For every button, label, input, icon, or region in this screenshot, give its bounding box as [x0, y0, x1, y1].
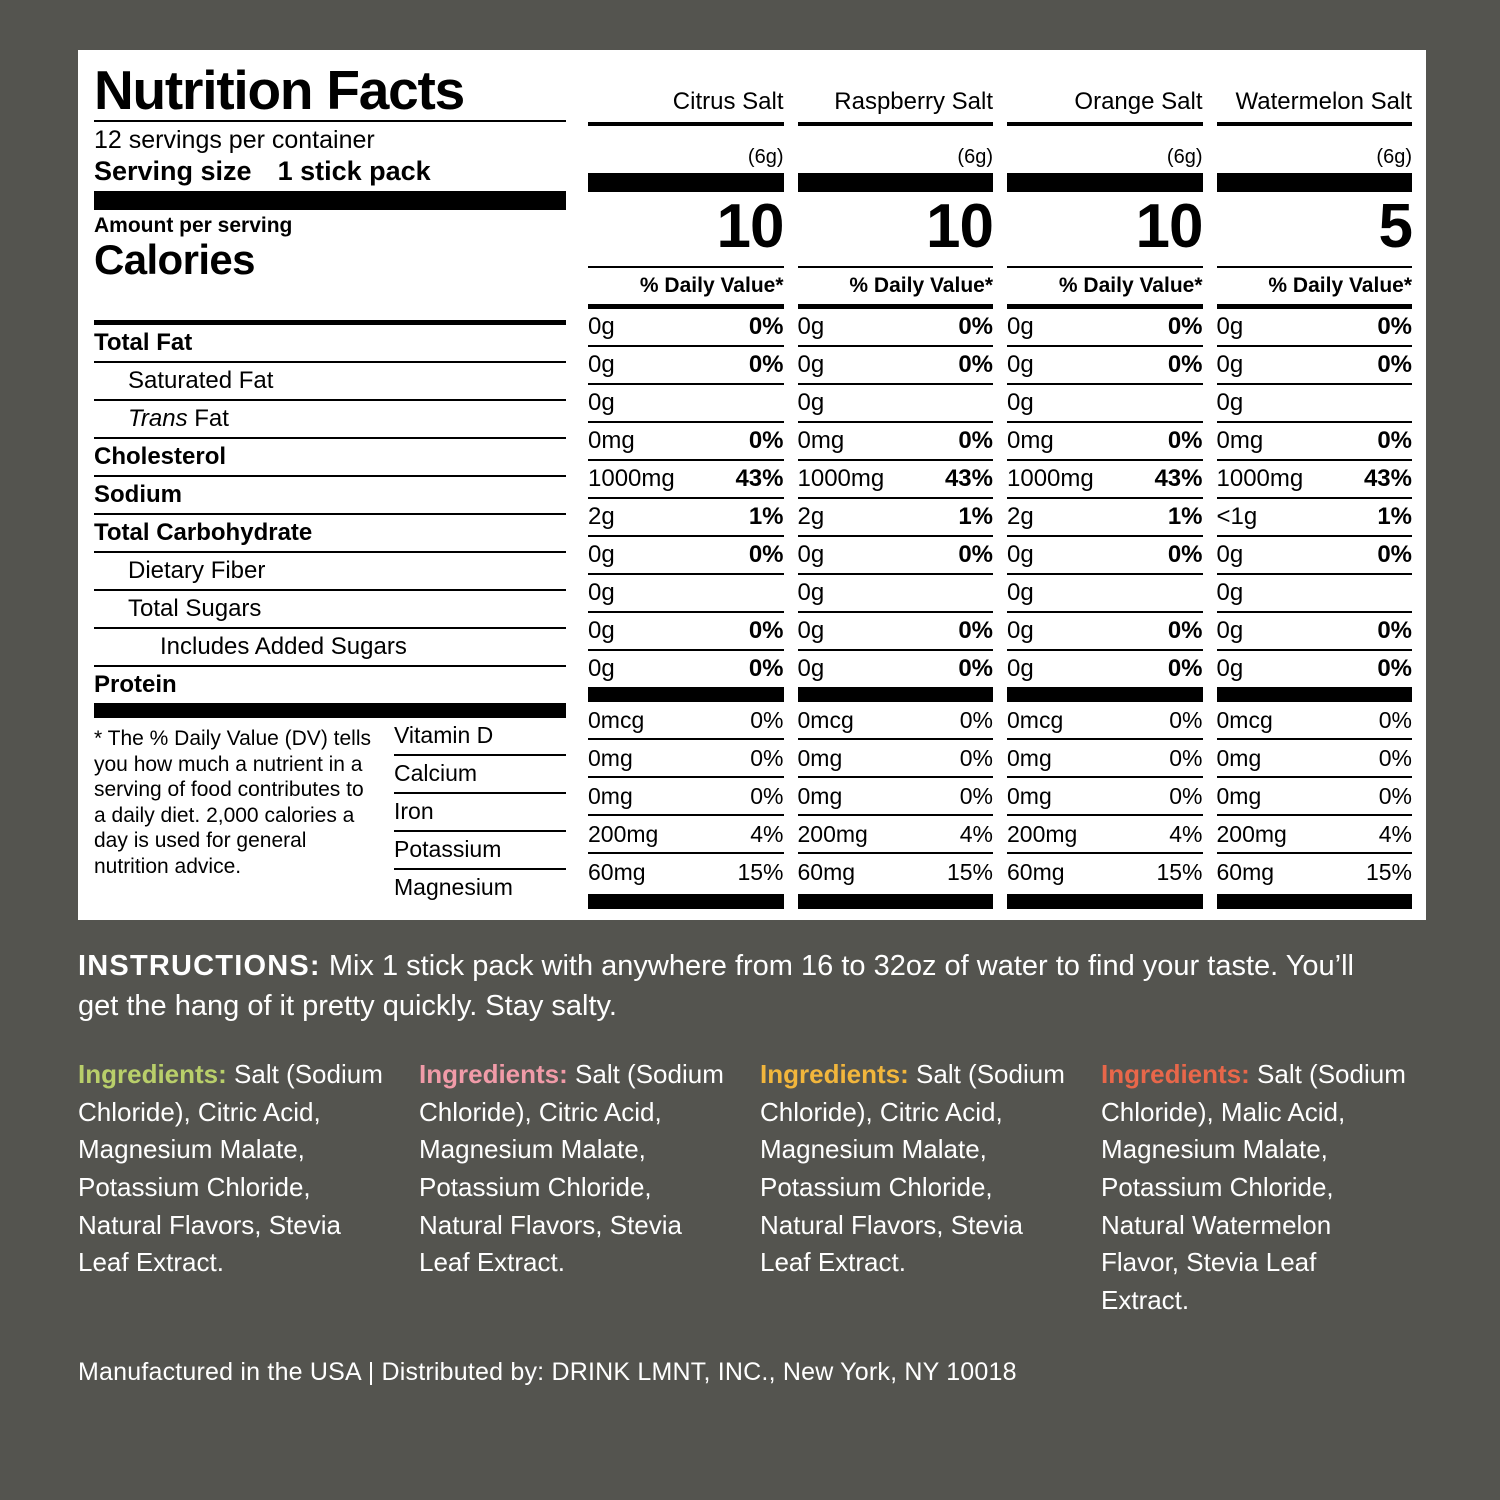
- nutrient-name-row: [94, 361, 566, 399]
- micronutrient-daily-value: 0%: [959, 706, 993, 733]
- nutrient-value-row: [588, 497, 784, 535]
- flavor-underline: [1217, 122, 1413, 126]
- micronutrient-daily-value: 0%: [959, 744, 993, 771]
- nutrient-value-row: [798, 304, 994, 345]
- micronutrient-daily-value: 15%: [737, 858, 784, 885]
- nutrient-amount: 0g: [797, 313, 825, 340]
- nutrient-name-row: [94, 399, 566, 437]
- micronutrient-name: Potassium: [394, 836, 502, 863]
- manufacturer-footer: Manufactured in the USA | Distributed by: DRINK LMNT, INC., New York, NY 10018: [78, 1357, 1017, 1386]
- nutrient-name: Includes Added Sugars: [160, 632, 407, 660]
- micronutrient-amount: 0mg: [1216, 744, 1262, 771]
- nutrition-label-column: [94, 60, 574, 910]
- nutrient-daily-value: 0%: [1377, 541, 1412, 568]
- nutrient-value-row: [1007, 573, 1203, 611]
- nutrient-amount: 0mg: [1007, 427, 1054, 454]
- nutrient-daily-value: 0%: [1167, 427, 1203, 454]
- micronutrient-name-row: [394, 718, 566, 754]
- flavor-column-orange-salt: [993, 60, 1203, 910]
- micronutrient-value-row: [1217, 814, 1413, 852]
- nutrient-name: Total Carbohydrate: [94, 518, 313, 546]
- nutrient-amount: 0mg: [1216, 427, 1264, 454]
- nutrient-daily-value: 0%: [1377, 617, 1412, 644]
- nutrient-daily-value: 0%: [958, 655, 993, 682]
- nutrient-daily-value: 0%: [958, 427, 993, 454]
- nutrient-value-row: [798, 459, 994, 497]
- thick-divider: [798, 894, 994, 909]
- nutrient-amount: 0g: [1216, 617, 1244, 644]
- nutrient-value-row: [588, 345, 784, 383]
- flavor-underline: [1007, 122, 1203, 126]
- micronutrient-name: Calcium: [394, 760, 478, 787]
- nutrient-daily-value: 0%: [748, 313, 784, 340]
- ingredients-text: Salt (Sodium Chloride), Citric Acid, Magnesium Malate, Potassium Chloride, Natural Flavors, Stevia Leaf Extract.: [78, 1059, 383, 1278]
- nutrient-value-row: [798, 649, 994, 687]
- calories-value: 10: [716, 192, 784, 261]
- nutrient-amount: <1g: [1216, 503, 1258, 530]
- daily-value-footnote: * The % Daily Value (DV) tells you how much a nutrient in a serving of food contributes to a daily diet. 2,000 calories a day is used for general nutrition advice.: [94, 726, 371, 878]
- micronutrient-daily-value: 4%: [750, 820, 784, 847]
- nutrient-daily-value: 43%: [1363, 465, 1412, 492]
- nutrient-name: Saturated Fat: [128, 366, 274, 394]
- nutrient-value-row: [1007, 383, 1203, 421]
- nutrient-daily-value: 43%: [1154, 465, 1203, 492]
- micronutrient-value-row: [1217, 702, 1413, 738]
- micronutrient-amount: 0mcg: [588, 706, 645, 733]
- micronutrient-daily-value: 0%: [1169, 744, 1203, 771]
- nutrient-daily-value: 0%: [1167, 541, 1203, 568]
- nutrient-amount: 2g: [1007, 503, 1034, 530]
- nutrient-value-row: [1217, 573, 1413, 611]
- nutrient-amount: 0g: [1007, 617, 1034, 644]
- serving-grams: (6g): [957, 146, 993, 168]
- micronutrient-amount: 0mcg: [797, 706, 854, 733]
- nutrient-value-row: [588, 421, 784, 459]
- nutrient-value-row: [588, 535, 784, 573]
- nutrient-name: Trans Fat: [128, 404, 229, 432]
- serving-grams: (6g): [1166, 146, 1203, 168]
- nutrient-amount: 1000mg: [1216, 465, 1304, 492]
- nutrient-daily-value: 0%: [958, 313, 993, 340]
- nutrient-amount: 0g: [588, 579, 615, 606]
- micronutrient-amount: 0mg: [1007, 744, 1052, 771]
- nutrient-daily-value: 1%: [748, 503, 784, 530]
- micronutrient-amount: 0mg: [1007, 782, 1052, 809]
- micronutrient-daily-value: 0%: [959, 782, 993, 809]
- ingredients-label: Ingredients:: [1101, 1059, 1250, 1090]
- micronutrient-amount: 0mcg: [1007, 706, 1064, 733]
- nutrient-name-row: [94, 320, 566, 361]
- nutrient-amount: 0g: [588, 655, 615, 682]
- micronutrient-daily-value: 15%: [1156, 858, 1203, 885]
- nutrient-value-row: [798, 421, 994, 459]
- nutrient-amount: 0g: [797, 541, 825, 568]
- nutrient-name-row: [94, 513, 566, 551]
- nutrient-value-row: [1007, 535, 1203, 573]
- nutrient-value-row: [1007, 345, 1203, 383]
- nutrient-daily-value: 0%: [748, 655, 784, 682]
- nutrient-value-row: [1217, 345, 1413, 383]
- micronutrient-amount: 0mg: [797, 744, 843, 771]
- micronutrient-name-row: [394, 868, 566, 906]
- micronutrient-amount: 0mcg: [1216, 706, 1273, 733]
- micronutrient-amount: 60mg: [588, 858, 646, 885]
- thick-divider: [94, 191, 566, 210]
- micronutrient-value-row: [1007, 702, 1203, 738]
- flavor-underline: [588, 122, 784, 126]
- nutrient-name-row: [94, 475, 566, 513]
- micronutrient-value-row: [588, 702, 784, 738]
- nutrient-amount: 0g: [588, 617, 615, 644]
- thick-divider: [1217, 687, 1413, 702]
- micronutrient-name: Vitamin D: [394, 722, 494, 749]
- micronutrient-value-row: [1007, 776, 1203, 814]
- nutrient-amount: 1000mg: [1007, 465, 1094, 492]
- nutrient-value-row: [588, 304, 784, 345]
- nutrient-value-row: [1007, 611, 1203, 649]
- ingredients-column: [760, 1056, 1101, 1320]
- nutrient-value-row: [588, 611, 784, 649]
- nutrient-daily-value: 0%: [1377, 655, 1412, 682]
- nutrient-daily-value: 0%: [748, 427, 784, 454]
- thick-divider: [1007, 894, 1203, 909]
- nutrient-amount: 2g: [588, 503, 615, 530]
- nutrient-value-row: [1217, 535, 1413, 573]
- nutrient-daily-value: 0%: [1377, 313, 1412, 340]
- micronutrient-value-row: [1007, 814, 1203, 852]
- micronutrient-amount: 200mg: [588, 820, 659, 847]
- micronutrient-value-row: [588, 738, 784, 776]
- panel-title: Nutrition Facts: [94, 59, 465, 121]
- flavor-name: Citrus Salt: [672, 88, 784, 115]
- micronutrient-daily-value: 0%: [750, 744, 784, 771]
- nutrient-amount: 0g: [588, 541, 615, 568]
- thick-divider: [1217, 173, 1413, 192]
- nutrition-facts-panel: [78, 50, 1426, 920]
- nutrient-value-row: [1217, 421, 1413, 459]
- nutrient-daily-value: 0%: [1167, 313, 1203, 340]
- ingredients-text: Salt (Sodium Chloride), Citric Acid, Magnesium Malate, Potassium Chloride, Natural Flavors, Stevia Leaf Extract.: [760, 1059, 1065, 1278]
- ingredients-label: Ingredients:: [419, 1059, 568, 1090]
- nutrient-value-row: [1217, 611, 1413, 649]
- nutrient-daily-value: 0%: [748, 541, 784, 568]
- nutrient-value-row: [1007, 304, 1203, 345]
- nutrient-daily-value: 1%: [958, 503, 993, 530]
- nutrient-amount: 0g: [1007, 541, 1034, 568]
- nutrient-amount: 0g: [1007, 579, 1034, 606]
- nutrient-value-row: [798, 535, 994, 573]
- micronutrient-value-row: [798, 852, 994, 890]
- amount-per-serving-label: Amount per serving: [94, 213, 293, 237]
- nutrient-value-row: [798, 497, 994, 535]
- ingredients-text: Salt (Sodium Chloride), Malic Acid, Magnesium Malate, Potassium Chloride, Natural Watermelon Flavor, Stevia Leaf Extract.: [1101, 1059, 1406, 1316]
- micronutrient-daily-value: 0%: [1169, 706, 1203, 733]
- nutrient-daily-value: 0%: [748, 617, 784, 644]
- nutrient-amount: 0g: [797, 579, 825, 606]
- micronutrient-amount: 200mg: [1216, 820, 1287, 847]
- nutrient-value-row: [798, 573, 994, 611]
- daily-value-header: % Daily Value*: [849, 274, 993, 297]
- micronutrient-name-list: [394, 718, 566, 906]
- micronutrient-amount: 0mg: [797, 782, 843, 809]
- nutrient-name-row: [94, 589, 566, 627]
- calories-value: 5: [1378, 192, 1412, 261]
- daily-value-header: % Daily Value*: [1058, 274, 1203, 297]
- nutrient-value-row: [1217, 459, 1413, 497]
- micronutrient-daily-value: 0%: [1169, 782, 1203, 809]
- flavor-column-watermelon-salt: [1203, 60, 1413, 910]
- micronutrient-amount: 200mg: [1007, 820, 1078, 847]
- nutrient-name-row: [94, 437, 566, 475]
- nutrient-name: Total Fat: [94, 328, 193, 356]
- ingredients-text: Salt (Sodium Chloride), Citric Acid, Magnesium Malate, Potassium Chloride, Natural Flavors, Stevia Leaf Extract.: [419, 1059, 724, 1278]
- thick-divider: [798, 173, 994, 192]
- nutrient-amount: 0g: [1216, 313, 1244, 340]
- nutrient-name-row: [94, 551, 566, 589]
- serving-size-label: Serving size: [94, 155, 252, 186]
- nutrient-amount: 0g: [1216, 541, 1244, 568]
- nutrient-name: Cholesterol: [94, 442, 227, 470]
- nutrient-name: Dietary Fiber: [128, 556, 266, 584]
- micronutrient-amount: 0mg: [588, 782, 633, 809]
- flavor-name: Orange Salt: [1074, 88, 1203, 115]
- nutrient-daily-value: 1%: [1377, 503, 1412, 530]
- nutrient-amount: 0g: [1216, 655, 1244, 682]
- daily-value-header: % Daily Value*: [1268, 274, 1412, 297]
- nutrient-amount: 0g: [797, 351, 825, 378]
- nutrient-daily-value: 0%: [748, 351, 784, 378]
- micronutrient-daily-value: 0%: [750, 782, 784, 809]
- instructions-block: [78, 946, 1442, 1026]
- serving-grams: (6g): [1376, 146, 1412, 168]
- nutrient-amount: 0g: [588, 389, 615, 416]
- nutrient-daily-value: 43%: [944, 465, 993, 492]
- nutrient-value-row: [588, 383, 784, 421]
- nutrient-amount: 0mg: [588, 427, 635, 454]
- micronutrient-daily-value: 4%: [1169, 820, 1203, 847]
- nutrient-value-row: [588, 649, 784, 687]
- nutrient-value-row: [1217, 304, 1413, 345]
- nutrient-value-row: [1007, 459, 1203, 497]
- nutrient-value-row: [1007, 421, 1203, 459]
- micronutrient-value-row: [1007, 738, 1203, 776]
- nutrient-amount: 1000mg: [797, 465, 885, 492]
- nutrient-daily-value: 0%: [1377, 427, 1412, 454]
- micronutrient-value-row: [588, 776, 784, 814]
- nutrient-amount: 0g: [797, 389, 825, 416]
- nutrient-name: Sodium: [94, 480, 182, 508]
- nutrient-amount: 0g: [588, 351, 615, 378]
- micronutrient-value-row: [588, 852, 784, 890]
- nutrient-value-row: [1007, 497, 1203, 535]
- instructions-text: Mix 1 stick pack with anywhere from 16 to 32oz of water to find your taste. You’ll get the hang of it pretty quickly. Stay salty.: [78, 950, 1354, 1023]
- thick-divider: [588, 173, 784, 192]
- nutrient-amount: 0g: [1216, 351, 1244, 378]
- nutrient-amount: 0g: [1216, 579, 1244, 606]
- micronutrient-value-row: [798, 776, 994, 814]
- micronutrient-name: Magnesium: [394, 874, 513, 901]
- micronutrient-value-row: [798, 814, 994, 852]
- micronutrient-amount: 60mg: [797, 858, 856, 885]
- micronutrient-name-row: [394, 792, 566, 830]
- calories-value: 10: [926, 192, 993, 261]
- nutrient-amount: 2g: [797, 503, 825, 530]
- ingredients-column: [1101, 1056, 1442, 1320]
- ingredients-column: [419, 1056, 760, 1320]
- nutrient-name-row: [94, 627, 566, 665]
- nutrient-amount: 0g: [1216, 389, 1244, 416]
- serving-grams: (6g): [747, 146, 784, 168]
- nutrient-amount: 0mg: [797, 427, 845, 454]
- nutrient-value-row: [588, 573, 784, 611]
- nutrient-value-row: [1217, 497, 1413, 535]
- nutrient-amount: 0g: [1007, 389, 1034, 416]
- ingredients-label: Ingredients:: [78, 1059, 227, 1090]
- nutrient-value-row: [1007, 649, 1203, 687]
- flavor-column-citrus-salt: [574, 60, 784, 910]
- nutrient-value-row: [798, 383, 994, 421]
- nutrient-name: Total Sugars: [128, 594, 262, 622]
- micronutrient-value-row: [1217, 776, 1413, 814]
- micronutrient-daily-value: 4%: [959, 820, 993, 847]
- flavor-name: Raspberry Salt: [834, 88, 993, 115]
- thick-divider: [798, 687, 994, 702]
- thick-divider: [1007, 687, 1203, 702]
- calories-label: Calories: [94, 235, 255, 283]
- ingredients-label: Ingredients:: [760, 1059, 909, 1090]
- calories-value: 10: [1135, 192, 1203, 261]
- micronutrient-value-row: [588, 814, 784, 852]
- micronutrient-amount: 60mg: [1216, 858, 1275, 885]
- nutrient-name-row: [94, 665, 566, 703]
- serving-size-row: [94, 156, 566, 187]
- micronutrient-daily-value: 15%: [946, 858, 993, 885]
- micronutrient-daily-value: 0%: [1378, 782, 1412, 809]
- flavor-name: Watermelon Salt: [1235, 88, 1412, 115]
- micronutrient-value-row: [1217, 738, 1413, 776]
- nutrient-amount: 0g: [1007, 313, 1034, 340]
- nutrient-daily-value: 0%: [1167, 617, 1203, 644]
- micronutrient-daily-value: 4%: [1378, 820, 1412, 847]
- nutrient-daily-value: 0%: [958, 351, 993, 378]
- nutrient-amount: 0g: [1007, 655, 1034, 682]
- nutrient-daily-value: 0%: [958, 617, 993, 644]
- nutrient-amount: 0g: [797, 617, 825, 644]
- ingredients-column: [78, 1056, 419, 1320]
- flavor-column-raspberry-salt: [784, 60, 994, 910]
- thick-divider: [588, 894, 784, 909]
- thick-divider: [588, 687, 784, 702]
- thick-divider: [1007, 173, 1203, 192]
- servings-per-container: 12 servings per container: [94, 126, 375, 155]
- micronutrient-daily-value: 15%: [1365, 858, 1412, 885]
- nutrient-daily-value: 0%: [1167, 351, 1203, 378]
- nutrient-daily-value: 0%: [1377, 351, 1412, 378]
- nutrient-amount: 0g: [797, 655, 825, 682]
- nutrient-name-list: [94, 320, 566, 703]
- nutrient-value-row: [798, 345, 994, 383]
- thick-divider: [1217, 894, 1413, 909]
- nutrient-daily-value: 0%: [958, 541, 993, 568]
- nutrient-name: Protein: [94, 670, 177, 698]
- micronutrient-daily-value: 0%: [1378, 706, 1412, 733]
- nutrient-amount: 0g: [1007, 351, 1034, 378]
- micronutrient-daily-value: 0%: [750, 706, 784, 733]
- nutrient-value-row: [1217, 649, 1413, 687]
- nutrient-amount: 1000mg: [588, 465, 675, 492]
- micronutrient-amount: 0mg: [1216, 782, 1262, 809]
- micronutrient-value-row: [1217, 852, 1413, 890]
- micronutrient-name: Iron: [394, 798, 434, 825]
- micronutrient-value-row: [798, 702, 994, 738]
- nutrient-value-row: [588, 459, 784, 497]
- micronutrient-daily-value: 0%: [1378, 744, 1412, 771]
- ingredients-row: [78, 1056, 1442, 1320]
- flavor-underline: [798, 122, 994, 126]
- nutrient-value-row: [798, 611, 994, 649]
- micronutrient-amount: 0mg: [588, 744, 633, 771]
- nutrient-value-row: [1217, 383, 1413, 421]
- daily-value-header: % Daily Value*: [639, 274, 784, 297]
- nutrient-daily-value: 1%: [1167, 503, 1203, 530]
- micronutrient-name-row: [394, 754, 566, 792]
- nutrient-amount: 0g: [588, 313, 615, 340]
- micronutrient-name-row: [394, 830, 566, 868]
- micronutrient-value-row: [798, 738, 994, 776]
- nutrient-daily-value: 43%: [735, 465, 784, 492]
- instructions-label: INSTRUCTIONS:: [78, 950, 321, 982]
- micronutrient-value-row: [1007, 852, 1203, 890]
- nutrient-daily-value: 0%: [1167, 655, 1203, 682]
- serving-size-value: 1 stick pack: [277, 155, 431, 186]
- micronutrient-amount: 60mg: [1007, 858, 1065, 885]
- micronutrient-amount: 200mg: [797, 820, 868, 847]
